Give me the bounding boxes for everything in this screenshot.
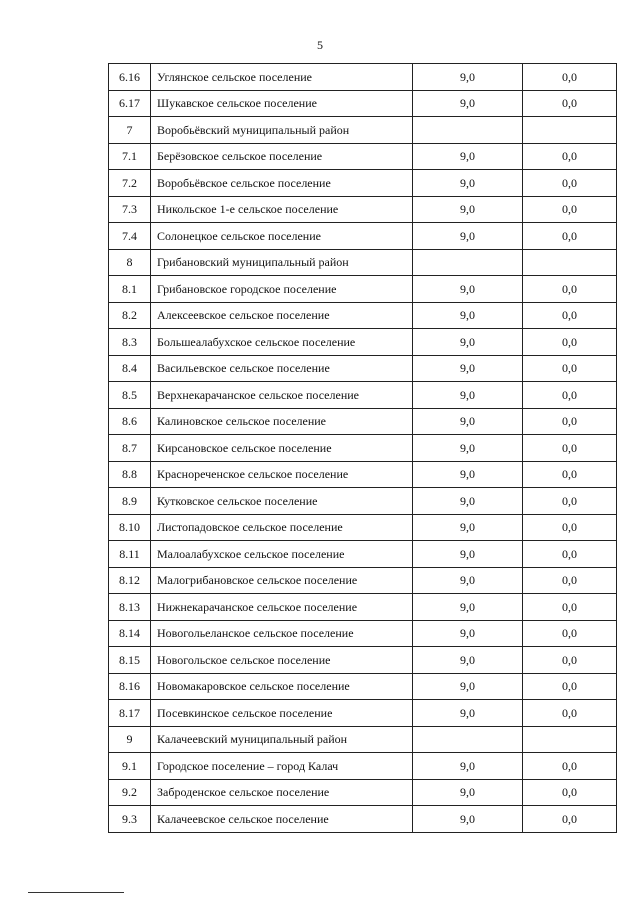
table-row: [109, 435, 617, 462]
value-1-cell: 9,0: [413, 567, 523, 594]
value-2-cell: 0,0: [523, 461, 617, 488]
table-row: [109, 673, 617, 700]
table-row: [109, 355, 617, 382]
value-1-cell: [413, 726, 523, 753]
settlement-name-cell: Краснореченское сельское поселение: [151, 461, 413, 488]
value-2-cell: 0,0: [523, 276, 617, 303]
settlement-name-cell: Шукавское сельское поселение: [151, 90, 413, 117]
row-number-cell: 8: [109, 249, 151, 276]
row-number-cell: 8.13: [109, 594, 151, 621]
table-row: [109, 329, 617, 356]
table-row: [109, 700, 617, 727]
settlement-name-cell: Воробьёвское сельское поселение: [151, 170, 413, 197]
settlement-name-cell: Заброденское сельское поселение: [151, 779, 413, 806]
value-1-cell: 9,0: [413, 382, 523, 409]
settlement-name-cell: Никольское 1-е сельское поселение: [151, 196, 413, 223]
settlement-name-cell: Солонецкое сельское поселение: [151, 223, 413, 250]
row-number-cell: 8.14: [109, 620, 151, 647]
settlement-name-cell: Верхнекарачанское сельское поселение: [151, 382, 413, 409]
page-number: 5: [317, 38, 323, 52]
row-number-cell: 9.1: [109, 753, 151, 780]
value-2-cell: 0,0: [523, 514, 617, 541]
table-row: [109, 408, 617, 435]
value-2-cell: [523, 249, 617, 276]
row-number-cell: 8.12: [109, 567, 151, 594]
value-1-cell: 9,0: [413, 806, 523, 833]
value-2-cell: 0,0: [523, 223, 617, 250]
table-row: [109, 514, 617, 541]
settlement-name-cell: Воробьёвский муниципальный район: [151, 117, 413, 144]
value-1-cell: 9,0: [413, 461, 523, 488]
value-1-cell: 9,0: [413, 647, 523, 674]
table-row: [109, 461, 617, 488]
row-number-cell: 8.3: [109, 329, 151, 356]
row-number-cell: 8.9: [109, 488, 151, 515]
value-1-cell: 9,0: [413, 355, 523, 382]
row-number-cell: 8.16: [109, 673, 151, 700]
table-row: [109, 567, 617, 594]
settlement-name-cell: Малогрибановское сельское поселение: [151, 567, 413, 594]
value-1-cell: 9,0: [413, 779, 523, 806]
settlement-name-cell: Углянское сельское поселение: [151, 64, 413, 91]
value-1-cell: 9,0: [413, 276, 523, 303]
row-number-cell: 7: [109, 117, 151, 144]
row-number-cell: 9.3: [109, 806, 151, 833]
table-row: [109, 541, 617, 568]
value-2-cell: 0,0: [523, 594, 617, 621]
value-2-cell: 0,0: [523, 806, 617, 833]
settlement-name-cell: Большеалабухское сельское поселение: [151, 329, 413, 356]
row-number-cell: 8.7: [109, 435, 151, 462]
settlement-name-cell: Грибановское городское поселение: [151, 276, 413, 303]
table-row: [109, 779, 617, 806]
value-1-cell: 9,0: [413, 408, 523, 435]
table-row: [109, 143, 617, 170]
value-2-cell: 0,0: [523, 382, 617, 409]
row-number-cell: 9: [109, 726, 151, 753]
row-number-cell: 8.4: [109, 355, 151, 382]
table-row: [109, 488, 617, 515]
table-row: [109, 90, 617, 117]
value-2-cell: 0,0: [523, 90, 617, 117]
value-2-cell: 0,0: [523, 143, 617, 170]
value-1-cell: 9,0: [413, 673, 523, 700]
table-row: [109, 806, 617, 833]
value-1-cell: 9,0: [413, 196, 523, 223]
row-number-cell: 8.8: [109, 461, 151, 488]
row-number-cell: 8.10: [109, 514, 151, 541]
value-2-cell: [523, 726, 617, 753]
value-1-cell: 9,0: [413, 170, 523, 197]
value-1-cell: 9,0: [413, 223, 523, 250]
value-1-cell: 9,0: [413, 700, 523, 727]
settlement-name-cell: Нижнекарачанское сельское поселение: [151, 594, 413, 621]
row-number-cell: 7.4: [109, 223, 151, 250]
settlement-name-cell: Новогольеланское сельское поселение: [151, 620, 413, 647]
value-1-cell: 9,0: [413, 143, 523, 170]
settlement-name-cell: Васильевское сельское поселение: [151, 355, 413, 382]
table-row: [109, 249, 617, 276]
table-row: [109, 594, 617, 621]
settlement-name-cell: Берёзовское сельское поселение: [151, 143, 413, 170]
value-2-cell: 0,0: [523, 567, 617, 594]
value-2-cell: [523, 117, 617, 144]
value-1-cell: 9,0: [413, 90, 523, 117]
value-2-cell: 0,0: [523, 302, 617, 329]
settlement-name-cell: Алексеевское сельское поселение: [151, 302, 413, 329]
value-2-cell: 0,0: [523, 408, 617, 435]
row-number-cell: 8.5: [109, 382, 151, 409]
value-2-cell: 0,0: [523, 196, 617, 223]
value-2-cell: 0,0: [523, 64, 617, 91]
value-2-cell: 0,0: [523, 435, 617, 462]
settlement-name-cell: Калачеевское сельское поселение: [151, 806, 413, 833]
table-row: [109, 223, 617, 250]
settlement-name-cell: Малоалабухское сельское поселение: [151, 541, 413, 568]
value-2-cell: 0,0: [523, 488, 617, 515]
table-row: [109, 302, 617, 329]
value-1-cell: 9,0: [413, 541, 523, 568]
settlement-name-cell: Новомакаровское сельское поселение: [151, 673, 413, 700]
value-1-cell: [413, 249, 523, 276]
row-number-cell: 6.17: [109, 90, 151, 117]
row-number-cell: 8.2: [109, 302, 151, 329]
settlement-name-cell: Кирсановское сельское поселение: [151, 435, 413, 462]
row-number-cell: 7.2: [109, 170, 151, 197]
row-number-cell: 8.17: [109, 700, 151, 727]
table-body: [109, 64, 617, 833]
value-2-cell: 0,0: [523, 779, 617, 806]
row-number-cell: 8.6: [109, 408, 151, 435]
row-number-cell: 7.1: [109, 143, 151, 170]
value-1-cell: 9,0: [413, 514, 523, 541]
settlement-name-cell: Городское поселение – город Калач: [151, 753, 413, 780]
value-1-cell: 9,0: [413, 620, 523, 647]
table-row: [109, 620, 617, 647]
value-2-cell: 0,0: [523, 700, 617, 727]
value-2-cell: 0,0: [523, 620, 617, 647]
table-row: [109, 276, 617, 303]
row-number-cell: 8.15: [109, 647, 151, 674]
settlement-name-cell: Калачеевский муниципальный район: [151, 726, 413, 753]
value-2-cell: 0,0: [523, 541, 617, 568]
settlement-name-cell: Листопадовское сельское поселение: [151, 514, 413, 541]
settlement-name-cell: Калиновское сельское поселение: [151, 408, 413, 435]
row-number-cell: 8.1: [109, 276, 151, 303]
table-row: [109, 117, 617, 144]
settlements-table: [108, 63, 617, 833]
value-2-cell: 0,0: [523, 753, 617, 780]
settlement-name-cell: Новогольское сельское поселение: [151, 647, 413, 674]
value-1-cell: 9,0: [413, 329, 523, 356]
value-1-cell: [413, 117, 523, 144]
value-2-cell: 0,0: [523, 170, 617, 197]
table-row: [109, 170, 617, 197]
table-row: [109, 196, 617, 223]
table-row: [109, 753, 617, 780]
row-number-cell: 9.2: [109, 779, 151, 806]
table-row: [109, 647, 617, 674]
row-number-cell: 8.11: [109, 541, 151, 568]
value-2-cell: 0,0: [523, 673, 617, 700]
table-row: [109, 382, 617, 409]
table-row: [109, 64, 617, 91]
value-1-cell: 9,0: [413, 435, 523, 462]
row-number-cell: 7.3: [109, 196, 151, 223]
settlement-name-cell: Кутковское сельское поселение: [151, 488, 413, 515]
value-1-cell: 9,0: [413, 64, 523, 91]
value-2-cell: 0,0: [523, 647, 617, 674]
settlement-name-cell: Посевкинское сельское поселение: [151, 700, 413, 727]
footnote-rule: [28, 892, 124, 893]
value-2-cell: 0,0: [523, 329, 617, 356]
value-1-cell: 9,0: [413, 302, 523, 329]
row-number-cell: 6.16: [109, 64, 151, 91]
settlement-name-cell: Грибановский муниципальный район: [151, 249, 413, 276]
table-row: [109, 726, 617, 753]
value-1-cell: 9,0: [413, 594, 523, 621]
value-1-cell: 9,0: [413, 753, 523, 780]
value-2-cell: 0,0: [523, 355, 617, 382]
value-1-cell: 9,0: [413, 488, 523, 515]
